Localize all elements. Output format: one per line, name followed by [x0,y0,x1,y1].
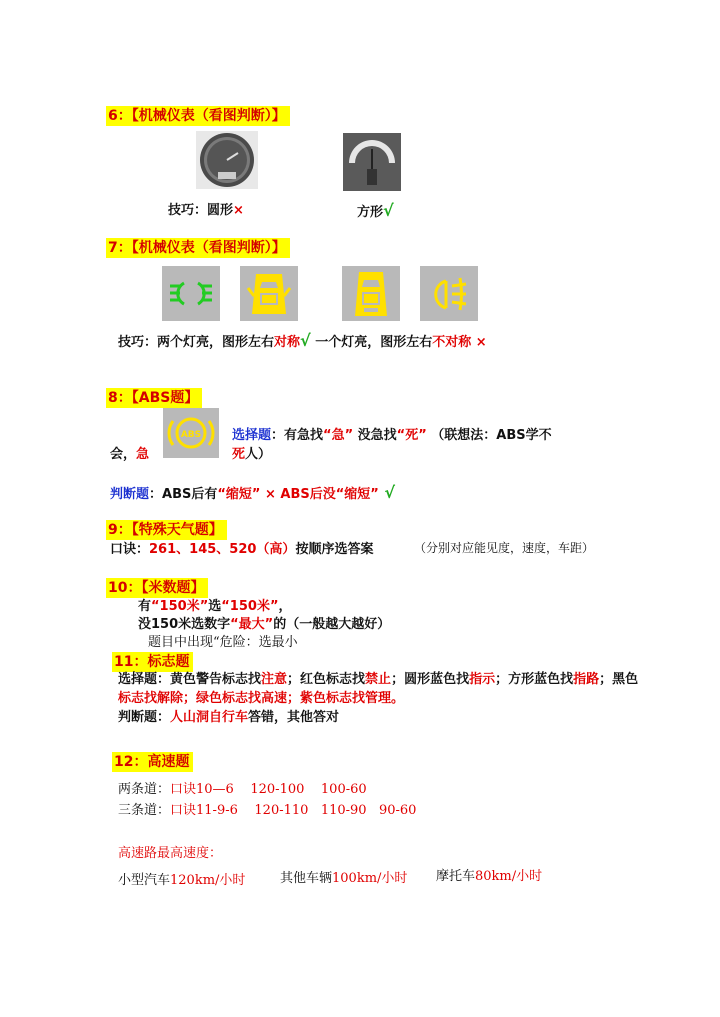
section-7-tip: 技巧：两个灯亮，图形左右对称√ 一个灯亮，图形左右不对称 × [118,331,487,350]
section-9-heading: 9：【特殊天气题】 [106,520,227,540]
section-9-note: （分别对应能见度，速度，车距） [414,541,595,555]
section-10-line-3: 题目中出现“危险：选最小 [148,635,298,650]
section-10-line-1: 有“150米”选“150米”， [138,599,292,614]
section-7-heading: 7：【机械仪表（看图判断）】 [106,238,290,258]
section-12-max-speed-title: 高速路最高速度： [118,846,223,861]
section-11-line-3: 判断题：人山洞自行车答错，其他答对 [118,710,340,725]
section-11-line-2: 标志找解除；绿色标志找高速；紫色标志找管理。 [118,691,405,706]
section-11-heading: 11：标志题 [112,652,193,672]
section-11-line-1: 选择题：黄色警告标志找注意；红色标志找禁止；圆形蓝色找指示；方形蓝色找指路；黑色 [118,672,639,687]
section-8-heading: 8：【ABS题】 [106,388,202,408]
car-icon [342,266,400,321]
section-6-heading: 6：【机械仪表（看图判断）】 [106,106,290,126]
square-gauge-icon [343,133,401,191]
section-12-three-lane: 三条道：口诀11-9-6 120-110 110-90 90-60 [118,803,417,818]
front-fog-light-icon [420,266,478,321]
abs-warning-icon [163,408,219,458]
section-10-heading: 10：【米数题】 [106,578,208,598]
section-12-two-lane: 两条道：口诀10—6 120-100 100-60 [118,782,367,797]
section-8-judge-line: 判断题：ABS后有“缩短” × ABS后没“缩短” √ [110,483,396,502]
section-8-line-2: 会，急 [110,447,150,462]
section-12-other-speed: 其他车辆100km/小时 [280,871,408,886]
round-gauge-icon [196,131,258,189]
section-8-line-3: 死人） [232,447,272,462]
abs-badge-text: ABS [180,430,202,440]
section-12-moto-speed: 摩托车80km/小时 [436,869,543,884]
section-12-car-speed: 小型汽车120km/小时 [118,873,246,888]
section-10-line-2: 没150米选数字“最大”的（一般越大越好） [138,617,391,632]
section-8-select-line: 选择题：有急找“急” 没急找“死” （联想法：ABS学不 [232,428,552,443]
section-6-tip-round: 技巧：圆形× [168,203,244,218]
section-6-tip-square: 方形√ [357,201,394,220]
section-12-heading: 12：高速题 [112,752,193,772]
fog-light-icon [162,266,220,321]
car-lights-icon [240,266,298,321]
section-9-mnemonic: 口诀：261、145、520（高）按顺序选答案 [110,542,374,557]
